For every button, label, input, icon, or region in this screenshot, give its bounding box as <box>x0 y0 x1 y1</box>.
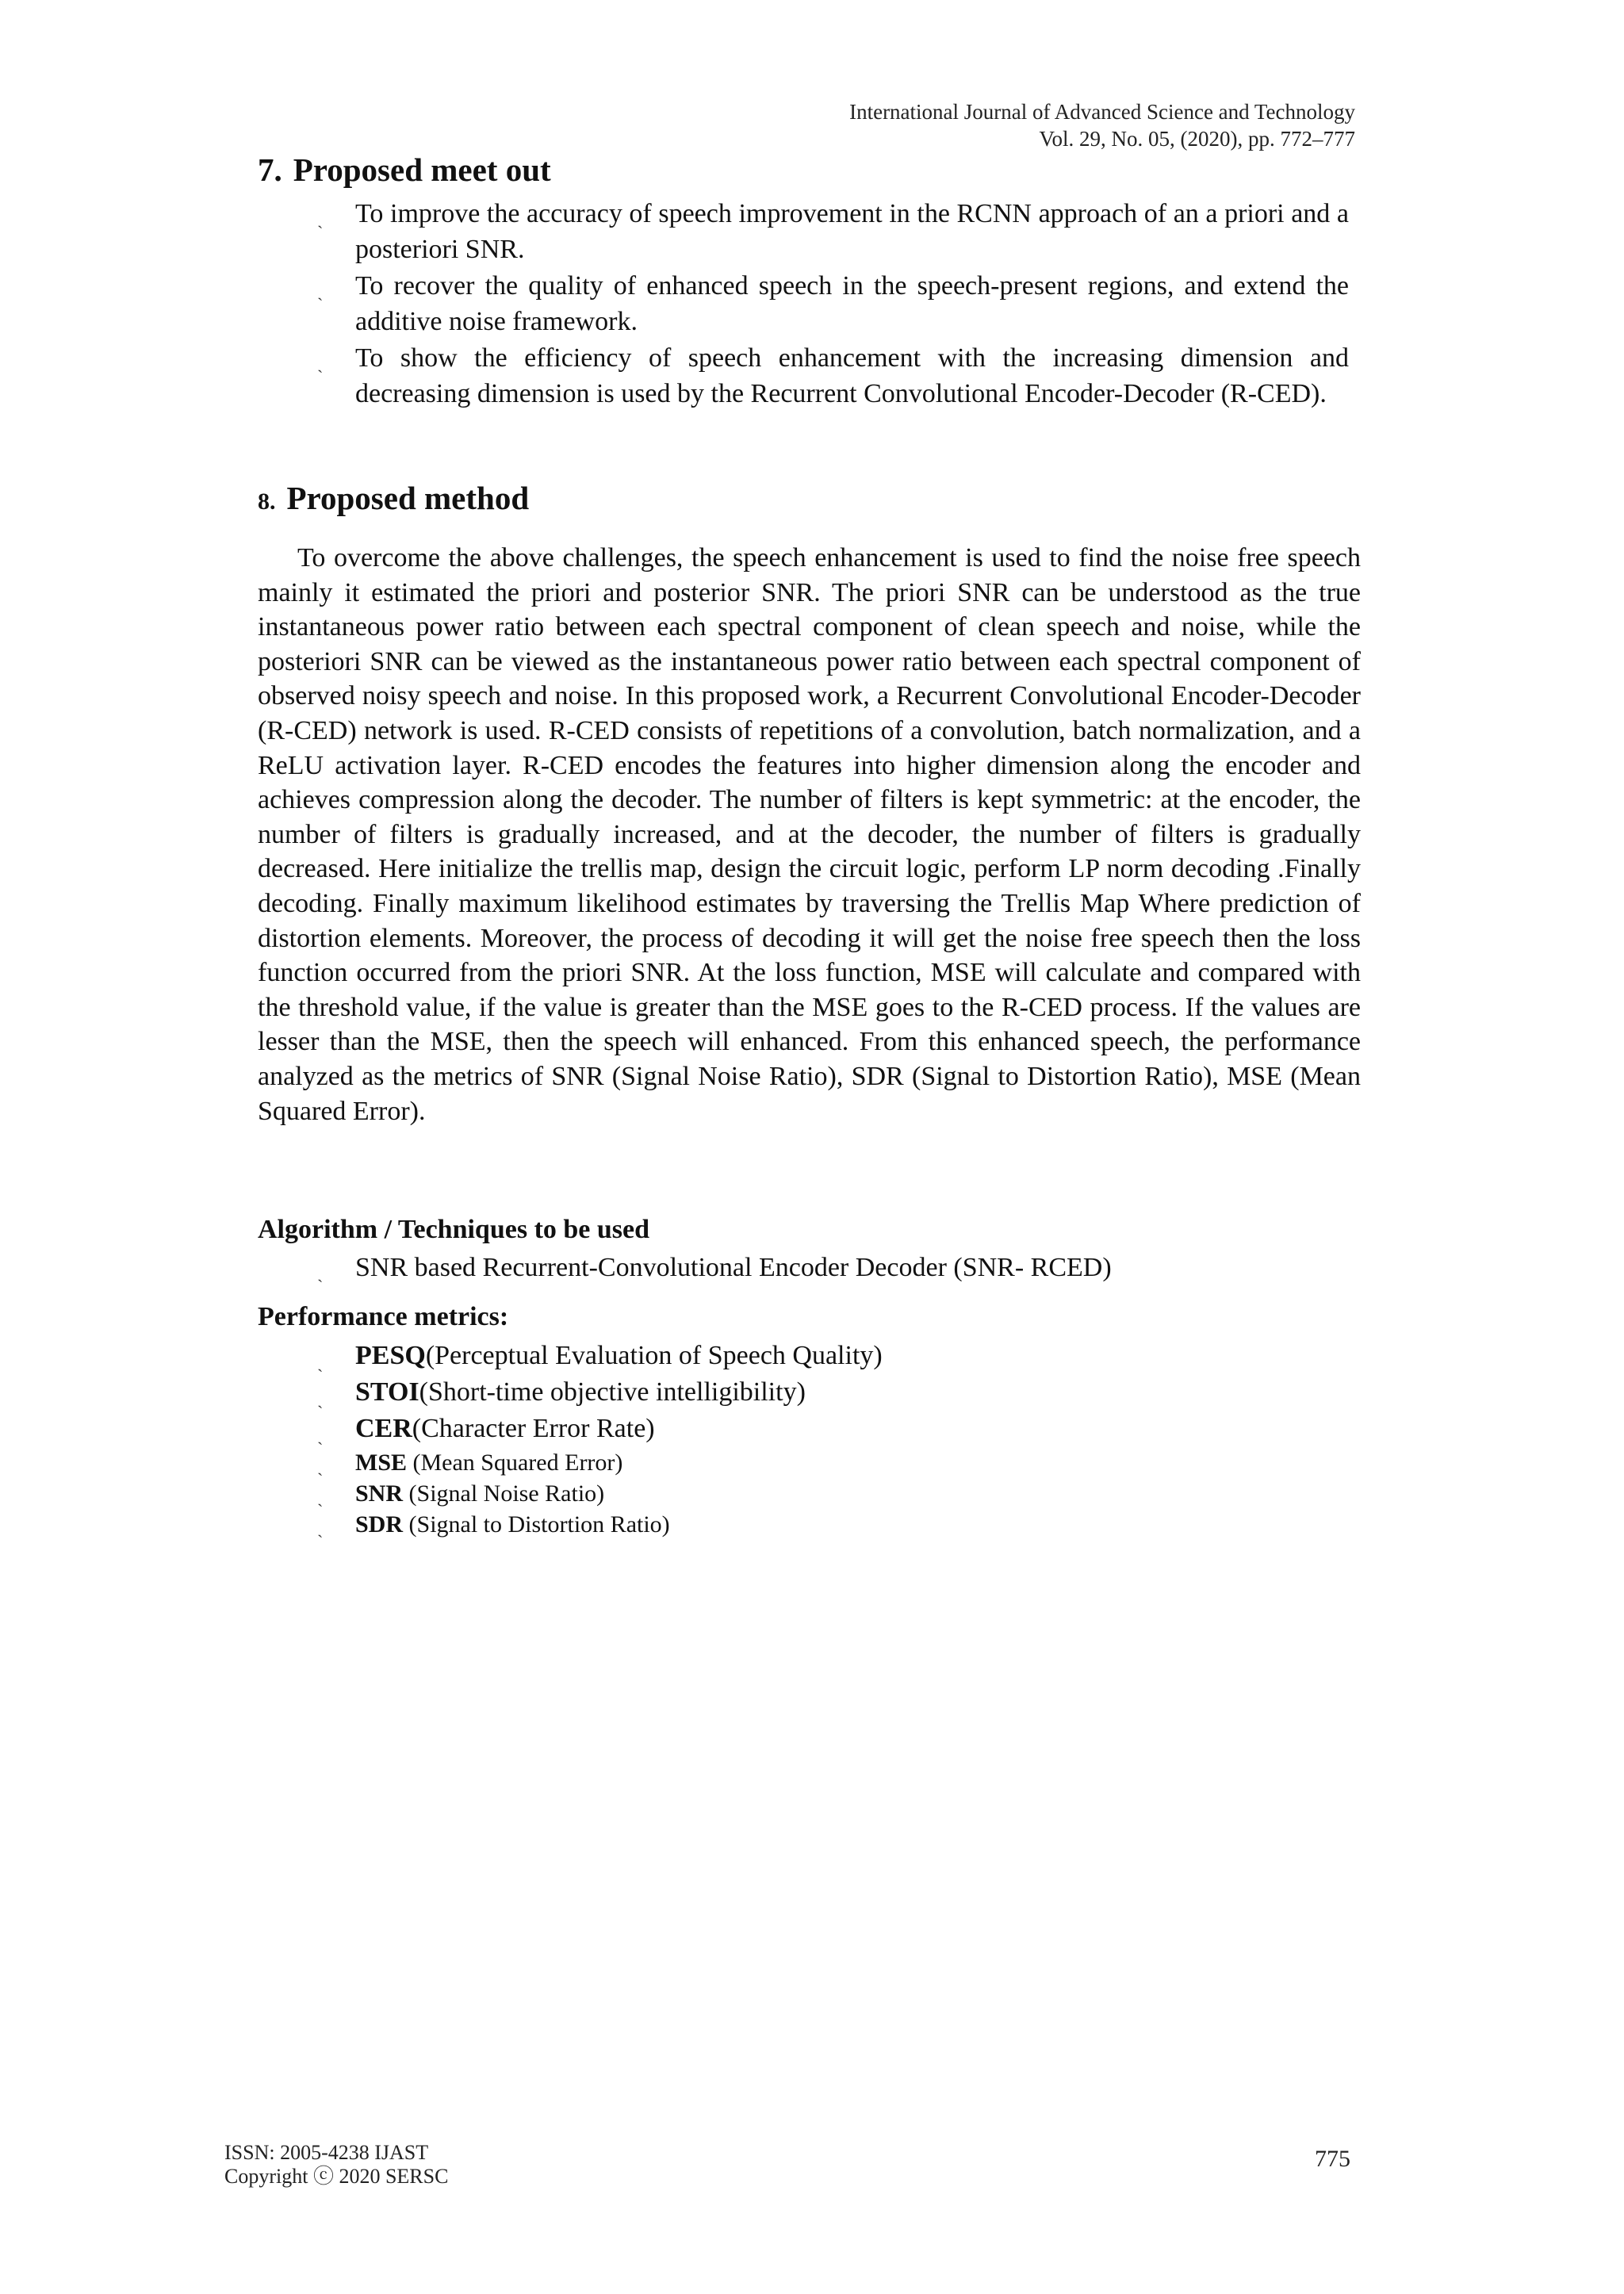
bullet-text: To recover the quality of enhanced speech in the speech-present regions, and extend the additive noise framework. <box>355 271 1349 336</box>
list-item <box>317 1250 1112 1285</box>
metric-desc: (Signal Noise Ratio) <box>403 1480 605 1507</box>
list-item <box>317 1447 883 1478</box>
metric-desc: (Character Error Rate) <box>412 1414 655 1443</box>
metric-desc: (Mean Squared Error) <box>407 1450 623 1476</box>
section-8-number: 8. <box>258 488 276 515</box>
metric-abbr: SNR <box>355 1480 404 1507</box>
algorithm-list <box>317 1250 1112 1285</box>
metric-abbr: MSE <box>355 1450 408 1476</box>
section-8-heading <box>258 479 529 517</box>
metric-abbr: CER <box>355 1414 412 1443</box>
bullet-icon: ˏ <box>317 1487 324 1507</box>
metric-abbr: STOI <box>355 1377 419 1407</box>
list-item <box>317 268 1349 339</box>
bullet-icon: ˏ <box>317 1425 324 1445</box>
metric-abbr: SDR <box>355 1511 404 1538</box>
list-item <box>317 196 1349 267</box>
bullet-icon: ˏ <box>317 353 324 373</box>
list-item <box>317 1411 883 1447</box>
bullet-icon: ˏ <box>317 1456 324 1476</box>
section-7-heading <box>258 151 551 189</box>
method-paragraph: To overcome the above challenges, the speech enhancement is used to find the noise free speech mainly it estimated the priori and posterior SNR. The priori SNR can be understood as the true instantaneous power ratio between each spectral component of clean speech and noise, while the posteriori SNR can be viewed as the instantaneous power ratio between each spectral component of observed noisy speech and noise. In this proposed work, a Recurrent Convolutional Encoder-Decoder (R-CED) network is used. R-CED consists of repetitions of a convolution, batch normalization, and a ReLU activation layer. R-CED encodes the features into higher dimension along the encoder and achieves compression along the decoder. The number of filters is kept symmetric: at the encoder, the number of filters is gradually increased, and at the decoder, the number of filters is gradually decreased. Here initialize the trellis map, design the circuit logic, perform LP norm decoding .Finally decoding. Finally maximum likelihood estimates by traversing the Trellis Map Where prediction of distortion elements. Moreover, the process of decoding it will get the noise free speech then the loss function occurred from the priori SNR. At the loss function, MSE will calculate and compared with the threshold value, if the value is greater than the MSE goes to the R-CED process. If the values are lesser than the MSE, then the speech will enhanced. From this enhanced speech, the performance analyzed as the metrics of SNR (Signal Noise Ratio), SDR (Signal to Distortion Ratio), MSE (Mean Squared Error). <box>258 543 1361 1126</box>
section-7-number: 7. <box>258 151 282 188</box>
list-item <box>317 1338 883 1374</box>
copyright: Copyright ⓒ 2020 SERSC <box>224 2165 449 2188</box>
bullet-icon: ˏ <box>317 1352 324 1372</box>
metric-desc: (Signal to Distortion Ratio) <box>403 1511 670 1538</box>
bullet-icon: ˏ <box>317 1518 324 1538</box>
metrics-heading: Performance metrics: <box>258 1302 509 1331</box>
section-8-title: Proposed method <box>286 480 530 516</box>
page-number: 775 <box>1315 2146 1350 2172</box>
bullet-text: To improve the accuracy of speech improvement in the RCNN approach of an a priori and a posteriori SNR. <box>355 199 1349 264</box>
section-7-title: Proposed meet out <box>293 151 551 188</box>
metric-desc: (Short-time objective intelligibility) <box>419 1377 806 1407</box>
bullet-icon: ˏ <box>317 1388 324 1408</box>
list-item <box>317 1478 883 1509</box>
volume-info: Vol. 29, No. 05, (2020), pp. 772–777 <box>1039 127 1355 151</box>
algorithm-heading: Algorithm / Techniques to be used <box>258 1215 650 1244</box>
running-header <box>849 98 1355 152</box>
journal-name: International Journal of Advanced Science and Technology <box>849 100 1355 124</box>
metrics-list <box>317 1338 883 1540</box>
bullet-icon: ˏ <box>317 281 324 301</box>
bullet-text: SNR based Recurrent-Convolutional Encoder Decoder (SNR- RCED) <box>355 1253 1112 1282</box>
footer-info <box>224 2141 448 2189</box>
metric-desc: (Perceptual Evaluation of Speech Quality) <box>425 1341 883 1370</box>
bullet-icon: ˏ <box>317 1262 324 1282</box>
list-item <box>317 1374 883 1411</box>
list-item <box>317 1509 883 1540</box>
issn: ISSN: 2005-4238 IJAST <box>224 2141 429 2164</box>
section-7-bullet-list <box>317 196 1349 412</box>
bullet-text: To show the efficiency of speech enhancement with the increasing dimension and decreasing dimension is used by the Recurrent Convolutional Encoder-Decoder (R-CED). <box>355 343 1349 408</box>
bullet-icon: ˏ <box>317 209 324 228</box>
metric-abbr: PESQ <box>355 1341 426 1370</box>
list-item <box>317 340 1349 412</box>
